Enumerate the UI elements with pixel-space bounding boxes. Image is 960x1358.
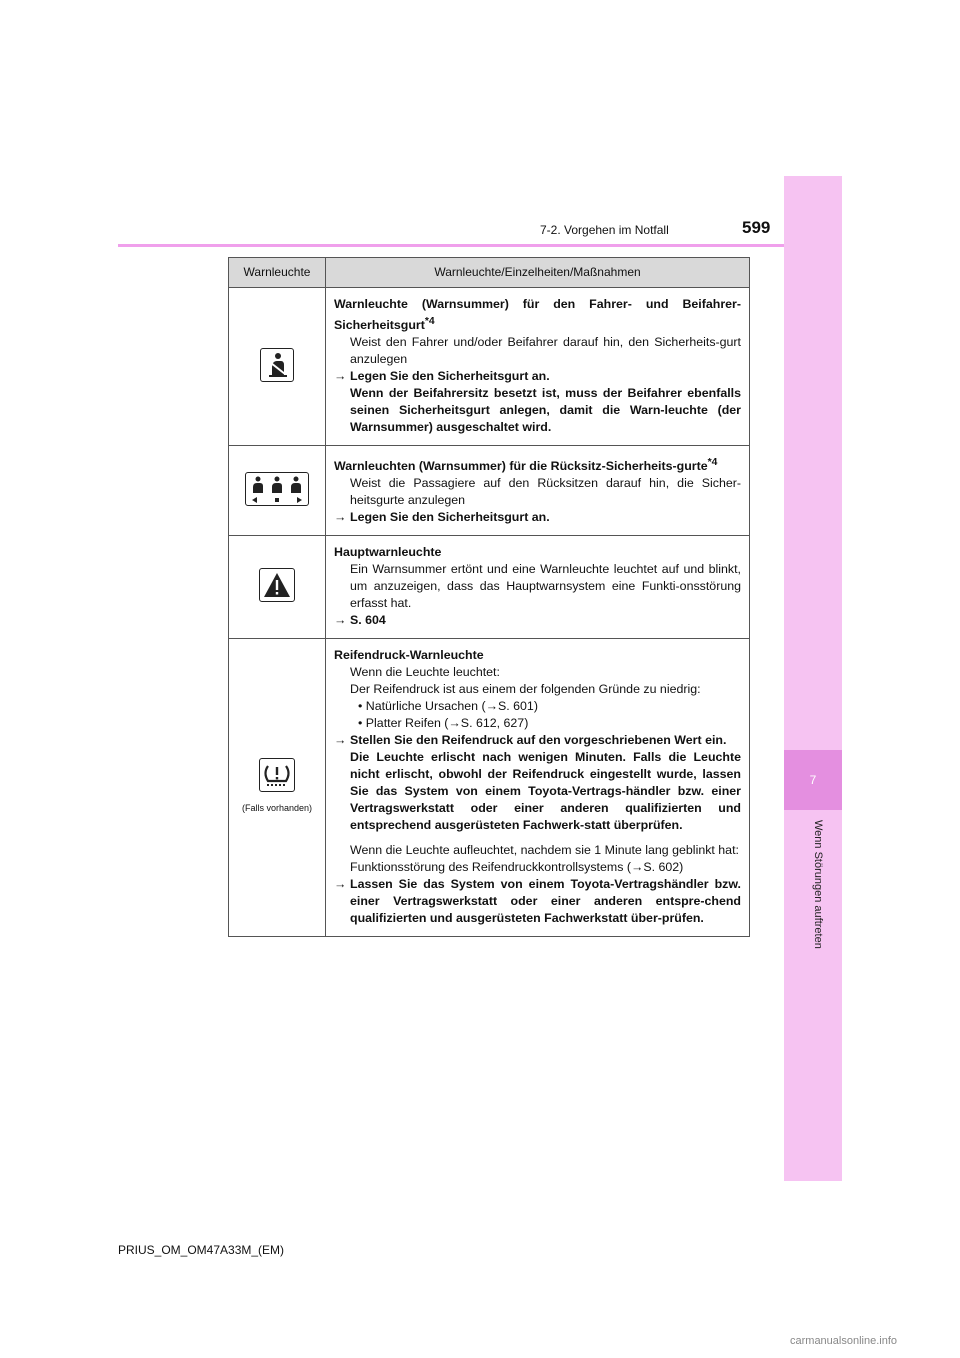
chapter-number: 7 xyxy=(784,750,842,810)
chapter-title: Wenn Störungen auftreten xyxy=(812,820,824,949)
page-number: 599 xyxy=(742,218,771,237)
row-desc: Wenn die Leuchte leuchtet: xyxy=(350,665,500,680)
rear-seatbelt-icon xyxy=(245,472,309,506)
table-row xyxy=(229,288,750,446)
row-desc: Weist die Passagiere auf den Rücksitzen darauf hin, die Sicher-heitsgurte anzulegen xyxy=(350,476,741,508)
table-row xyxy=(229,446,750,536)
row-title: Hauptwarnleuchte xyxy=(334,545,442,560)
row-action: → Legen Sie den Sicherheitsgurt an. xyxy=(334,369,550,384)
row-title: Warnleuchte (Warnsummer) für den Fahrer- und Beifahrer-Sicherheitsgurt$^{*4}$ xyxy=(334,297,741,333)
watermark: carmanualsonline.info xyxy=(790,1335,898,1347)
row-action: → Legen Sie den Sicherheitsgurt an. xyxy=(334,510,550,525)
row-desc: Der Reifendruck ist aus einem der folgenden Gründe zu niedrig: xyxy=(350,682,701,697)
icon-cell xyxy=(229,446,326,536)
col-header-light: Warnleuchte xyxy=(229,258,326,288)
row-desc: Funktionsstörung des Reifendruckkontrollsystems (→S. 602) xyxy=(350,860,684,875)
row-title: Warnleuchten (Warnsummer) für die Rücksitz-Sicherheits-gurte$^{*4}$ xyxy=(334,457,718,474)
row-desc: Ein Warnsummer ertönt und eine Warnleuchte leuchtet auf und blinkt, um anzuzeigen, dass das Hauptwarnsystem eine Funkti-onsstörung erfasst hat. xyxy=(350,562,741,611)
icon-cell xyxy=(229,639,326,937)
row-action: → S. 604 xyxy=(334,613,386,628)
list-item: • Natürliche Ursachen (→S. 601) xyxy=(358,699,538,714)
icon-caption: (Falls vorhanden) xyxy=(241,803,313,814)
table-header-row xyxy=(229,258,750,288)
row-description xyxy=(326,288,750,446)
row-action-note: Die Leuchte erlischt nach wenigen Minuten. Falls die Leuchte nicht erlischt, obwohl der Reifendruck eingestellt wurde, lassen Sie das System von einem Toyota-Vertrags-händler bzw. einer Vertragswerkstatt oder einer anderen qualifizierten und entsprechend ausgerüsteten Fachwerk-statt überprüfen. xyxy=(350,750,741,833)
row-description xyxy=(326,446,750,536)
warning-light-table xyxy=(228,257,750,937)
col-header-details: Warnleuchte/Einzelheiten/Maßnahmen xyxy=(326,258,750,288)
row-desc: Weist den Fahrer und/oder Beifahrer darauf hin, den Sicherheits-gurt anzulegen xyxy=(350,335,741,367)
icon-cell xyxy=(229,536,326,639)
list-item: • Platter Reifen (→S. 612, 627) xyxy=(358,716,529,731)
seatbelt-icon xyxy=(260,348,294,382)
document-code: PRIUS_OM_OM47A33M_(EM) xyxy=(118,1243,285,1257)
icon-cell xyxy=(229,288,326,446)
row-title: Reifendruck-Warnleuchte xyxy=(334,648,484,663)
table-row xyxy=(229,536,750,639)
row-description xyxy=(326,639,750,937)
chapter-side-tab xyxy=(784,176,842,1181)
row-action: → Stellen Sie den Reifendruck auf den vorgeschriebenen Wert ein. xyxy=(334,733,727,748)
row-action: → Lassen Sie das System von einem Toyota-Vertragshändler bzw. einer Vertragswerkstatt oder einer anderen entspre-chend qualifizierten und ausgerüsteten Fachwerkstatt über-prüfen. xyxy=(334,877,741,926)
row-action-note: Wenn der Beifahrersitz besetzt ist, muss der Beifahrer ebenfalls seinen Sicherheitsgurt anlegen, damit die Warn-leuchte (der Warnsummer) ausgeschaltet wird. xyxy=(350,386,741,435)
section-title: 7-2. Vorgehen im Notfall xyxy=(540,223,669,237)
master-warning-icon xyxy=(259,568,295,602)
header-rule xyxy=(118,244,784,247)
row-desc: Wenn die Leuchte aufleuchtet, nachdem sie 1 Minute lang geblinkt hat: xyxy=(350,843,739,858)
tire-pressure-icon xyxy=(259,758,295,792)
row-description xyxy=(326,536,750,639)
table-row xyxy=(229,639,750,937)
